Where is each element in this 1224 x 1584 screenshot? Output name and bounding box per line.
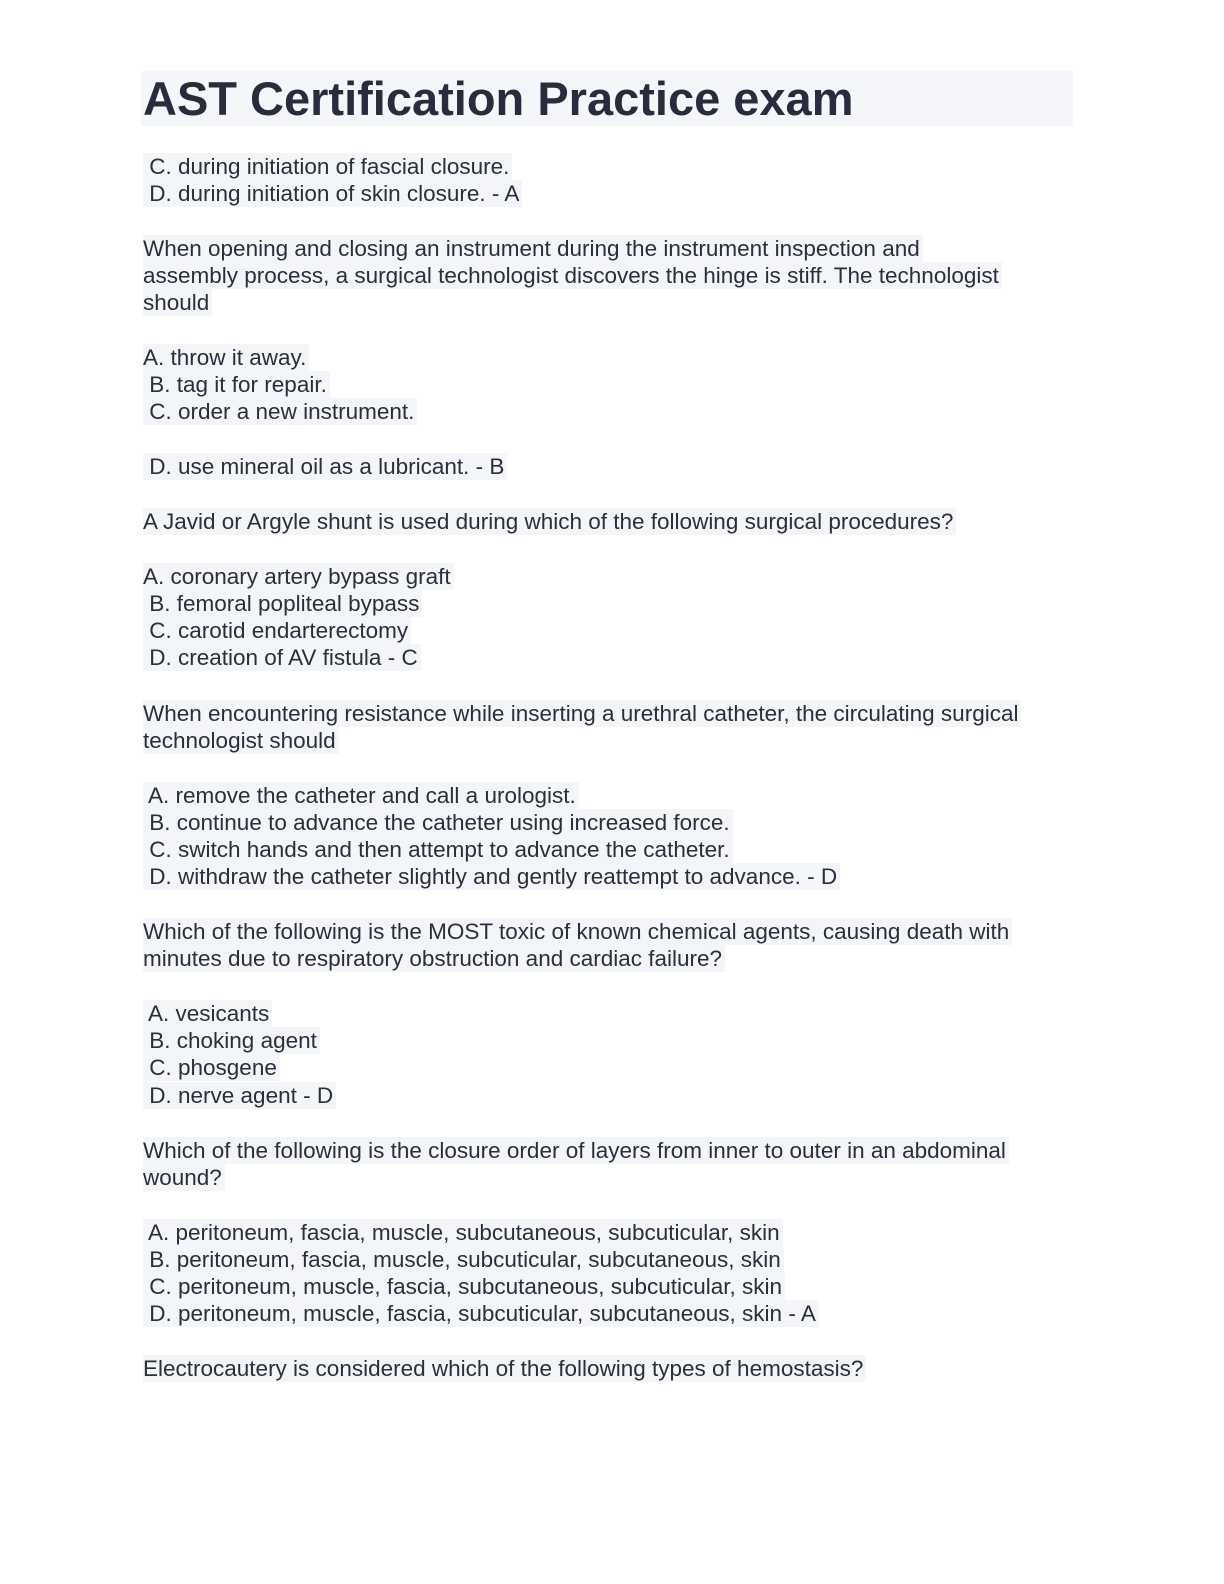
answer-option: C. during initiation of fascial closure. bbox=[143, 153, 512, 180]
answer-option: A. peritoneum, fascia, muscle, subcutaneous, subcuticular, skin bbox=[143, 1219, 783, 1246]
question-text: minutes due to respiratory obstruction and cardiac failure? bbox=[143, 945, 725, 972]
question-text: When opening and closing an instrument during the instrument inspection and bbox=[143, 235, 923, 262]
question-text: assembly process, a surgical technologist discovers the hinge is stiff. The technologist bbox=[143, 262, 1002, 289]
answer-option: C. phosgene bbox=[143, 1054, 280, 1081]
answer-option: D. peritoneum, muscle, fascia, subcuticular, subcutaneous, skin - A bbox=[143, 1300, 819, 1327]
question-text: Electrocautery is considered which of the following types of hemostasis? bbox=[143, 1355, 866, 1382]
answer-option: C. order a new instrument. bbox=[143, 398, 417, 425]
question-text: Which of the following is the closure order of layers from inner to outer in an abdominal bbox=[143, 1137, 1009, 1164]
answer-option: A. vesicants bbox=[143, 1000, 272, 1027]
answer-option: B. tag it for repair. bbox=[143, 371, 330, 398]
answer-option: A. remove the catheter and call a urologist. bbox=[143, 782, 579, 809]
answer-option: D. withdraw the catheter slightly and gently reattempt to advance. - D bbox=[143, 863, 840, 890]
title-block bbox=[141, 71, 1073, 126]
question-text: wound? bbox=[143, 1164, 225, 1191]
answer-option: D. during initiation of skin closure. - A bbox=[143, 180, 522, 207]
page-title: AST Certification Practice exam bbox=[143, 72, 854, 125]
answer-option: D. creation of AV fistula - C bbox=[143, 644, 421, 671]
answer-option: B. choking agent bbox=[143, 1027, 320, 1054]
answer-option: B. femoral popliteal bypass bbox=[143, 590, 422, 617]
answer-option: A. throw it away. bbox=[143, 344, 309, 371]
answer-option: C. carotid endarterectomy bbox=[143, 617, 411, 644]
answer-option: C. switch hands and then attempt to advance the catheter. bbox=[143, 836, 733, 863]
answer-option: A. coronary artery bypass graft bbox=[143, 563, 454, 590]
question-text: A Javid or Argyle shunt is used during which of the following surgical procedures? bbox=[143, 508, 956, 535]
question-text: When encountering resistance while inserting a urethral catheter, the circulating surgical bbox=[143, 700, 1021, 727]
answer-option: D. use mineral oil as a lubricant. - B bbox=[143, 453, 507, 480]
answer-option: D. nerve agent - D bbox=[143, 1082, 336, 1109]
question-text: Which of the following is the MOST toxic of known chemical agents, causing death with bbox=[143, 918, 1012, 945]
question-text: technologist should bbox=[143, 727, 339, 754]
question-text: should bbox=[143, 289, 212, 316]
answer-option: C. peritoneum, muscle, fascia, subcutaneous, subcuticular, skin bbox=[143, 1273, 785, 1300]
answer-option: B. peritoneum, fascia, muscle, subcuticular, subcutaneous, skin bbox=[143, 1246, 784, 1273]
answer-option: B. continue to advance the catheter using increased force. bbox=[143, 809, 733, 836]
